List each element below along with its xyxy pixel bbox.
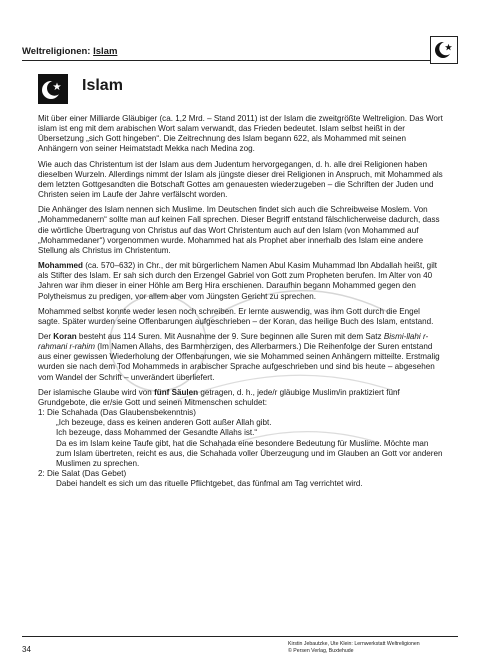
header-title bbox=[22, 46, 117, 57]
paragraph: Mohammed selbst konnte weder lesen noch schreiben. Er lernte auswendig, was ihm Gott durch die Engel sagte. Später wurden seine Offenbarungen aufgeschrieben – der Koran, das heilige Buch des Islam, entstand. bbox=[38, 306, 434, 326]
pillar-quote: „Ich bezeuge, dass es keinen anderen Gott außer Allah gibt. bbox=[56, 418, 272, 428]
paragraph: Mit über einer Milliarde Gläubiger (ca. 1,2 Mrd. – Stand 2011) ist der Islam die zweitgrößte Weltreligion. Das Wort islam ist eng mit dem arabischen Wort salam verwandt, das Frieden bedeutet. Islam selbst heißt in der Übersetzung „sich Gott hingeben“. Die Zeitrechnung des Islam begann 622, als Mohammed mit seinen Anhängern von seiner Heimatstadt Mekka nach Medina zog. bbox=[38, 114, 443, 154]
pillar-text: Da es im Islam keine Taufe gibt, hat die Schahada eine besondere Bedeutung für Muslime. Möchte man zum Islam übertreten, reicht es aus, die Schahada voller Überzeugung und im Glauben an Gott vor anderen Muslimen zu sprechen. bbox=[56, 438, 443, 468]
paragraph: Die Anhänger des Islam nennen sich Muslime. Im Deutschen findet sich auch die Schreibweise Moslem. Von „Mohammedanern“ sollte man auf keinen Fall sprechen. Dieser Begriff entstand fälschlicherweise dadurch, dass die wörtliche Übertragung von Christus auf das Wort Christentum auch auf den Islam (von Mohammed auf „Mohammedaner“) vorgenommen wurde. Mohammed hat als Prophet aber innerhalb des Islam eine andere Stellung als Christus im Christentum. bbox=[38, 205, 440, 255]
footer-rule bbox=[22, 636, 458, 637]
title-row bbox=[38, 74, 442, 104]
bold-term: Koran bbox=[53, 331, 77, 341]
list-item bbox=[38, 408, 444, 469]
paragraph-text: getragen, d. h., jede/r gläubige Muslim/in praktiziert fünf Grundgebote, die er/sie Gott und seinen Mitmenschen schuldet: bbox=[38, 387, 400, 407]
crescent-star-icon bbox=[430, 36, 458, 64]
pillar-quote: Ich bezeuge, dass Mohammed der Gesandte Allahs ist.“ bbox=[56, 428, 258, 438]
paragraph-text: Der bbox=[38, 331, 54, 341]
page-title: Islam bbox=[82, 77, 123, 94]
page-number: 34 bbox=[22, 645, 31, 654]
paragraph-text: Der islamische Glaube wird von bbox=[38, 387, 155, 397]
pillars-list bbox=[38, 408, 444, 489]
paragraph bbox=[38, 388, 444, 408]
paragraph bbox=[38, 332, 444, 383]
page-footer bbox=[22, 636, 458, 658]
crescent-star-icon bbox=[38, 74, 68, 104]
italic-phrase: Bismi-llahi r-rahmani r-rahim bbox=[38, 331, 429, 352]
pillar-title: Die Schahada (Das Glaubensbekenntnis) bbox=[47, 408, 196, 418]
header-rule bbox=[22, 60, 458, 61]
header-label: Weltreligionen: bbox=[22, 46, 91, 57]
paragraph-text: (Im Namen Allahs, des Barmherzigen, des Allerbarmers.) Die Reihenfolge der Suren entstand aus einer gewissen Wiederholung der Offenbarungen, wie sie Mohammed seinen Anhängern mitteilte. Erstmalig wurden sie nach dem Tod Mohammeds in arabischer Sprache aufgeschrieben und sind bis heute – abgesehen vom Wandel der Schrift – unverändert überliefert. bbox=[38, 342, 440, 382]
bold-term: fünf Säulen bbox=[154, 387, 199, 397]
paragraph bbox=[38, 261, 444, 302]
list-number: 2: bbox=[38, 469, 45, 478]
page-header bbox=[22, 40, 458, 64]
pillar-title: Die Salat (Das Gebet) bbox=[47, 469, 127, 478]
paragraph-text: (ca. 570–632) in Chr., der mit bürgerlichem Namen Abul Kasim Muhammad Ibn Abdallah heißt, gilt als Stifter des Islam. Er sah sich durch den Erzengel Gabriel von Gott zum Propheten berufen. Im Alter von 40 Jahren war ihm dieser in einer Höhle am Berg Hira erschienen. Daraufhin begann Mohammed gegen den Polytheismus zu predigen, vor allem aber vom Jüngsten Gericht zu sprechen. bbox=[38, 261, 438, 301]
list-item bbox=[38, 469, 444, 489]
paragraph: Wie auch das Christentum ist der Islam aus dem Judentum hervorgegangen, d. h. alle drei Religionen haben dieselben Wurzeln. Allerdings nimmt der Islam als jüngste dieser drei Religionen in Anspruch, mit Mohammed als dem letzten Gottgesandten die Botschaft Gottes am genauesten wiederzugeben – die Schriften der Juden und Christen seien im Laufe der Jahre verfälscht worden. bbox=[38, 159, 443, 200]
publisher-credit bbox=[288, 641, 458, 655]
pillar-text: Dabei handelt es sich um das rituelle Pflichtgebet, das fünfmal am Tag verrichtet wird. bbox=[56, 479, 363, 489]
article-body bbox=[38, 114, 444, 489]
bold-term: Mohammed bbox=[38, 261, 83, 271]
credit-publisher: © Persen Verlag, Buxtehude bbox=[288, 648, 354, 654]
paragraph-text: besteht aus 114 Suren. Mit Ausnahme der 9. Sure beginnen alle Suren mit dem Satz bbox=[76, 331, 384, 341]
header-subject: Islam bbox=[93, 46, 118, 57]
list-number: 1: bbox=[38, 408, 45, 418]
credit-authors: Kirstin Jebautzke, Ute Klein: Lernwerkstatt Weltreligionen bbox=[288, 641, 420, 647]
